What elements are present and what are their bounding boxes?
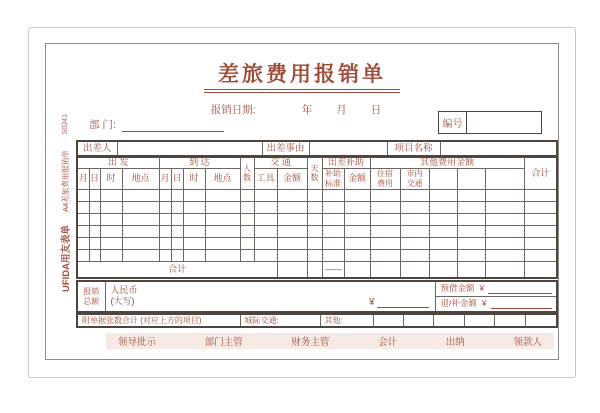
data-cell (240, 237, 254, 249)
col-dep-place: 地点 (122, 168, 159, 189)
data-cell (322, 249, 344, 261)
data-cell (122, 249, 159, 261)
data-cell (205, 225, 240, 237)
attachment-blank-2 (403, 314, 433, 327)
col-other-blank-3 (485, 168, 524, 189)
data-cell (524, 213, 557, 225)
data-cell (100, 237, 122, 249)
col-dep-month: 月 (77, 168, 89, 189)
attachment-blank-5 (494, 314, 525, 327)
data-cell (277, 213, 307, 225)
group-other-fees: 其他费用金额 (370, 156, 524, 168)
data-cell (277, 249, 307, 261)
data-cell (457, 237, 485, 249)
data-cell (370, 201, 400, 213)
data-cell (344, 189, 370, 201)
date-month-label: 月 (336, 104, 347, 116)
refund-yuan-sign: ¥ (481, 298, 487, 309)
total-transport-amount-cell (277, 261, 307, 278)
summary-label-line1: 报销 (83, 287, 100, 297)
signature-strip (106, 333, 554, 349)
data-cell (254, 237, 277, 249)
total-blank-1 (429, 261, 457, 278)
amount-figures (369, 297, 429, 309)
data-cell (254, 213, 277, 225)
col-days-char1: 天 (310, 163, 319, 173)
sig-payee: 领款人 (513, 337, 542, 348)
col-tool: 工具 (254, 168, 277, 189)
data-cell (429, 201, 457, 213)
title-underline-1 (204, 89, 400, 90)
col-city-line1: 市内 (406, 169, 423, 179)
data-cell (183, 189, 205, 201)
project-label: 项目名称 (387, 141, 440, 157)
data-cell (485, 249, 524, 261)
data-cell (183, 201, 205, 213)
product-name-text: A4差旅费用报销单 (60, 150, 70, 212)
data-cell (344, 249, 370, 261)
col-dep-day: 日 (89, 168, 100, 189)
yuan-sign: ¥ (368, 296, 375, 308)
refund-label: 退/补金额 (440, 298, 477, 309)
total-grand-cell (524, 261, 557, 278)
data-cell (205, 249, 240, 261)
col-people (240, 156, 254, 189)
col-row-total: 合计 (524, 156, 557, 189)
data-cell (171, 237, 183, 249)
group-transport: 交 通 (254, 156, 307, 168)
col-arr-day: 日 (171, 168, 183, 189)
data-cell (277, 201, 307, 213)
total-days-cell (307, 261, 322, 278)
data-cell (485, 189, 524, 201)
col-days (307, 156, 322, 189)
col-lodging-line1: 住宿 (377, 169, 394, 179)
side-brand-text (59, 106, 71, 292)
expense-grid-table (76, 155, 558, 279)
data-cell (122, 201, 159, 213)
data-cell (429, 237, 457, 249)
serial-label: 编号 (439, 112, 467, 133)
data-cell (429, 189, 457, 201)
prepaid-fill-line (488, 285, 552, 294)
attachments-table (76, 313, 558, 328)
data-cell (171, 213, 183, 225)
data-cell (183, 225, 205, 237)
attachment-blank-4 (464, 314, 494, 327)
data-cell (205, 213, 240, 225)
data-cell (254, 189, 277, 201)
data-cell (307, 213, 322, 225)
currency-label (111, 285, 138, 308)
other-label: 其他: (320, 314, 373, 327)
traveler-label: 出差人 (77, 141, 117, 157)
data-cell (429, 249, 457, 261)
data-cell (370, 213, 400, 225)
col-arr-month: 月 (159, 168, 171, 189)
data-cell (183, 249, 205, 261)
brand-logo-text: UFIDA用友表单 (61, 224, 72, 292)
data-cell (77, 189, 89, 201)
data-cell (159, 225, 171, 237)
data-cell (370, 237, 400, 249)
total-blank-3 (485, 261, 524, 278)
data-cell (89, 237, 100, 249)
col-arr-place: 地点 (205, 168, 240, 189)
data-cell (307, 201, 322, 213)
data-cell (159, 237, 171, 249)
data-cell (370, 249, 400, 261)
data-cell (77, 201, 89, 213)
group-arrival: 到 达 (159, 156, 240, 168)
amount-in-words-cell (105, 281, 435, 312)
data-cell (89, 225, 100, 237)
data-cell (159, 189, 171, 201)
data-cell (89, 249, 100, 261)
data-cell (77, 225, 89, 237)
data-cell (100, 213, 122, 225)
data-cell (183, 237, 205, 249)
department-fill-line (122, 121, 224, 132)
data-cell (100, 249, 122, 261)
prepaid-label: 预借金额 (440, 283, 475, 293)
data-cell (89, 189, 100, 201)
data-cell (171, 201, 183, 213)
col-lodging-fee (370, 168, 400, 189)
data-cell (457, 189, 485, 201)
data-cell (205, 237, 240, 249)
data-cell (322, 225, 344, 237)
data-cell (171, 225, 183, 237)
data-cell (171, 189, 183, 201)
data-cell (205, 189, 240, 201)
grid-total-label: 合计 (77, 261, 277, 278)
data-cell (254, 201, 277, 213)
data-cell (240, 225, 254, 237)
attachment-blank-6 (525, 314, 557, 327)
data-cell (322, 201, 344, 213)
data-cell (400, 237, 429, 249)
refund-cell (435, 296, 557, 312)
data-cell (205, 201, 240, 213)
data-cell (485, 225, 524, 237)
department-row (89, 117, 224, 132)
data-cell (485, 213, 524, 225)
group-allowance: 出差补助 (322, 156, 370, 168)
serial-value-cell (467, 112, 541, 133)
form-title: 差旅费用报销单 (218, 63, 386, 86)
data-cell (240, 189, 254, 201)
total-blank-2 (457, 261, 485, 278)
col-lodging-line2: 费用 (377, 178, 394, 188)
data-cell (344, 237, 370, 249)
date-year-label: 年 (301, 104, 313, 116)
data-cell (322, 189, 344, 201)
attachment-blank-3 (433, 314, 464, 327)
summary-label (77, 281, 105, 312)
data-cell (400, 225, 429, 237)
data-cell (370, 225, 400, 237)
data-cell (254, 249, 277, 261)
date-label: 报销日期: (210, 104, 256, 116)
data-cell (171, 249, 183, 261)
data-cell (159, 249, 171, 261)
sig-finance-manager: 财务主管 (291, 337, 330, 348)
product-code-text: S0341 (61, 114, 69, 135)
data-cell (277, 189, 307, 201)
data-cell (183, 213, 205, 225)
data-cell (254, 225, 277, 237)
col-other-blank-1 (429, 168, 457, 189)
data-cell (100, 201, 122, 213)
data-cell (370, 189, 400, 201)
title-underline-2 (204, 92, 400, 93)
serial-number-box (438, 111, 542, 134)
sig-dept-manager: 部门主管 (204, 337, 243, 348)
form-paper (28, 27, 576, 378)
data-cell (307, 189, 322, 201)
data-cell (457, 201, 485, 213)
col-other-blank-2 (457, 168, 485, 189)
attachment-count-label: 附单据张数合计 (对应上方的项目) (77, 314, 240, 327)
currency-line2: (大写) (110, 296, 135, 307)
col-city-line2: 交通 (406, 178, 423, 188)
date-day-label: 日 (370, 104, 382, 116)
total-city-cell (400, 261, 429, 278)
col-allowance-standard (322, 168, 344, 189)
data-cell (77, 249, 89, 261)
data-cell (429, 213, 457, 225)
col-city-transit (400, 168, 429, 189)
data-cell (307, 237, 322, 249)
data-cell (322, 237, 344, 249)
data-cell (122, 237, 159, 249)
data-cell (400, 189, 429, 201)
data-cell (524, 225, 557, 237)
intercity-label: 城际交通: (240, 314, 320, 327)
data-cell (322, 213, 344, 225)
data-cell (240, 213, 254, 225)
data-cell (89, 213, 100, 225)
data-cell (100, 189, 122, 201)
data-cell (400, 249, 429, 261)
refund-fill-line (491, 300, 552, 309)
data-cell (344, 201, 370, 213)
data-cell (240, 249, 254, 261)
col-allowance-amount: 金额 (344, 168, 370, 189)
prepaid-cell (435, 281, 557, 296)
data-cell (89, 201, 100, 213)
total-standard-dash: —— (322, 261, 344, 278)
sig-cashier: 出纳 (445, 337, 465, 348)
amount-fill-line (377, 299, 429, 308)
data-cell (524, 201, 557, 213)
data-cell (277, 237, 307, 249)
data-cell (400, 213, 429, 225)
col-people-char1: 人 (243, 163, 252, 173)
data-cell (344, 225, 370, 237)
data-cell (485, 237, 524, 249)
data-cell (240, 201, 254, 213)
data-cell (524, 189, 557, 201)
col-dep-time: 时 (100, 168, 122, 189)
col-arr-time: 时 (183, 168, 205, 189)
data-cell (307, 225, 322, 237)
col-transport-amount: 金额 (277, 168, 307, 189)
group-departure: 出 发 (77, 156, 159, 168)
data-cell (457, 213, 485, 225)
data-cell (77, 237, 89, 249)
reason-label: 出差事由 (262, 141, 309, 157)
data-cell (344, 213, 370, 225)
data-cell (77, 213, 89, 225)
data-cell (429, 225, 457, 237)
data-cell (400, 201, 429, 213)
total-lodging-cell (370, 261, 400, 278)
data-cell (457, 249, 485, 261)
prepaid-yuan-sign: ¥ (479, 283, 485, 293)
data-cell (159, 213, 171, 225)
col-people-char2: 数 (243, 172, 252, 182)
sig-leader: 领导批示 (118, 337, 157, 348)
col-days-char2: 数 (310, 172, 319, 182)
data-cell (524, 237, 557, 249)
col-standard-line1: 补助 (325, 169, 342, 179)
data-cell (277, 225, 307, 237)
currency-line1: 人民币 (110, 285, 138, 295)
total-allowance-amount-cell (344, 261, 370, 278)
sig-accountant: 会计 (378, 337, 398, 348)
data-cell (457, 225, 485, 237)
data-cell (159, 201, 171, 213)
summary-label-line2: 总额 (83, 296, 100, 306)
data-cell (485, 201, 524, 213)
data-cell (100, 225, 122, 237)
data-cell (122, 225, 159, 237)
data-cell (524, 249, 557, 261)
data-cell (122, 189, 159, 201)
data-cell (122, 213, 159, 225)
department-label: 部 门: (89, 119, 116, 131)
attachment-blank-1 (373, 314, 403, 327)
summary-table (76, 280, 558, 313)
col-standard-line2: 标准 (325, 178, 342, 188)
data-cell (307, 249, 322, 261)
